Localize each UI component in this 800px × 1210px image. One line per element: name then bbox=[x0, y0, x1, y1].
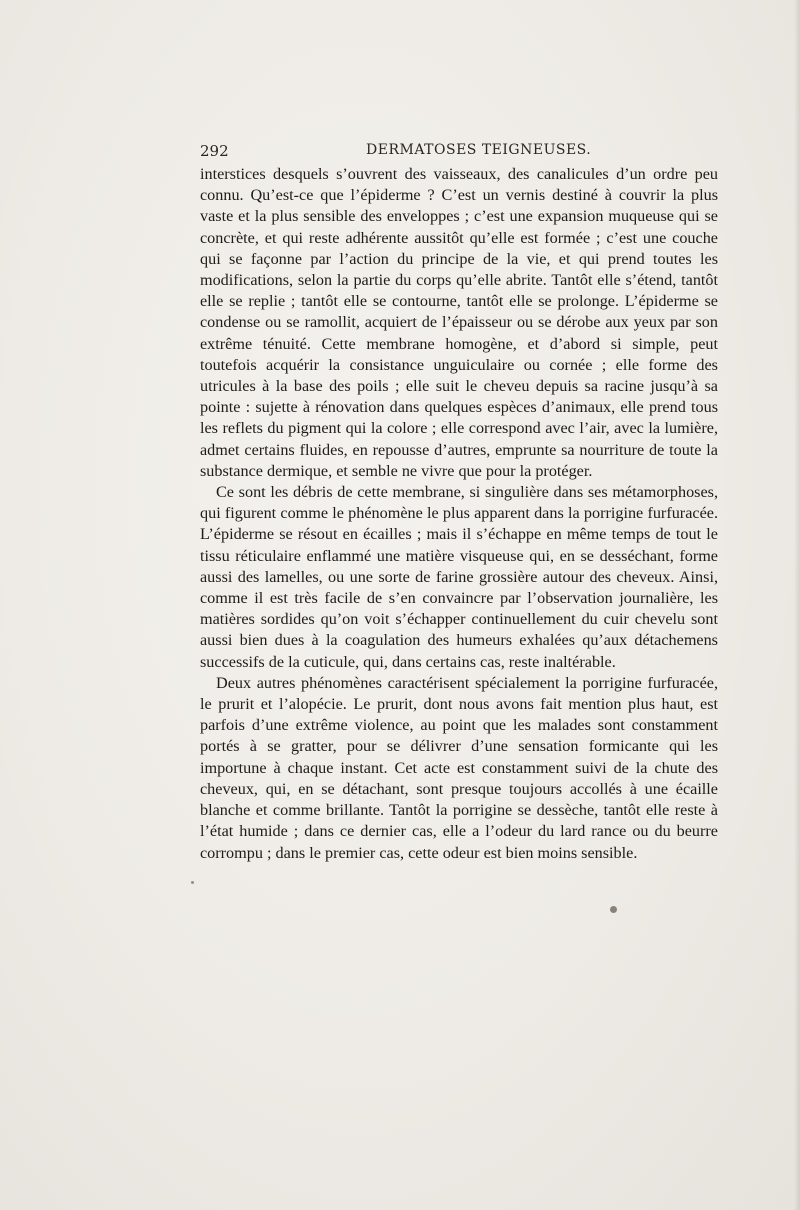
running-head bbox=[200, 142, 720, 164]
paragraph-debris: Ce sont les débris de cette membrane, si singulière dans ses métamorphoses, qui figurent comme le phénomène le plus apparent dans la porrigine furfuracée. L’épiderme se résout en écailles ; mais il s’échappe en même temps de tout le tissu réticulaire enflammé une matière visqueuse qui, en se desséchant, forme aussi des lamelles, ou une sorte de farine grossière autour des cheveux. Ainsi, comme il est très facile de s’en convaincre par l’observation journalière, les matières sordides qu’on voit s’échapper continuellement du cuir chevelu sont aussi bien dues à la coagulation des humeurs exhalées qu’aux détachemens successifs de la cuticule, qui, dans certains cas, reste inaltérable. bbox=[200, 483, 718, 671]
page-number: 292 bbox=[200, 142, 229, 160]
ink-speck bbox=[191, 881, 194, 884]
paragraph-continuation: interstices desquels s’ouvrent des vaisseaux, des canalicules d’un ordre peu connu. Qu’est-ce que l’épiderme ? C’est un vernis destiné à couvrir la plus vaste et la plus sensible des enveloppes ; c’est une expansion muqueuse qui se concrète, et qui reste adhérente aussitôt qu’elle est formée ; c’est une couche qui se façonne par l’action du principe de la vie, et qui prend toutes les modifications, selon la partie du corps qu’elle abrite. Tantôt elle s’étend, tantôt elle se replie ; tantôt elle se contourne, tantôt elle se prolonge. L’épiderme se condense ou se ramollit, acquiert de l’épaisseur ou se dérobe aux yeux par son extrême ténuité. Cette membrane homogène, et d’abord si simple, peut toutefois acquérir la consistance unguiculaire ou cornée ; elle forme des utricules à la base des poils ; elle suit le cheveu depuis sa racine jusqu’à sa pointe : sujette à rénovation dans quelques espèces d’animaux, elle prend tous les reflets du pigment qui la colore ; elle correspond avec l’air, avec la lumière, admet certains fluides, en repousse d’autres, emprunte sa nourriture de toute la substance dermique, et semble ne vivre que pour la protéger. bbox=[200, 165, 718, 480]
page-edge-shadow bbox=[794, 0, 800, 1210]
running-title: DERMATOSES TEIGNEUSES. bbox=[366, 142, 592, 158]
ink-smudge bbox=[610, 906, 617, 913]
body-text bbox=[200, 164, 718, 864]
paragraph-prurit: Deux autres phénomènes caractérisent spécialement la porrigine furfuracée, le prurit et l’alopécie. Le prurit, dont nous avons fait mention plus haut, est parfois d’une extrême violence, au point que les malades sont constamment portés à se gratter, pour se délivrer d’une sensation formicante qui les importune à chaque instant. Cet acte est constamment suivi de la chute des cheveux, qui, en se détachant, sont presque toujours accollés à une écaille blanche et comme brillante. Tantôt la porrigine se dessèche, tantôt elle reste à l’état humide ; dans ce dernier cas, elle a l’odeur du lard rance ou du beurre corrompu ; dans le premier cas, cette odeur est bien moins sensible. bbox=[200, 673, 718, 862]
